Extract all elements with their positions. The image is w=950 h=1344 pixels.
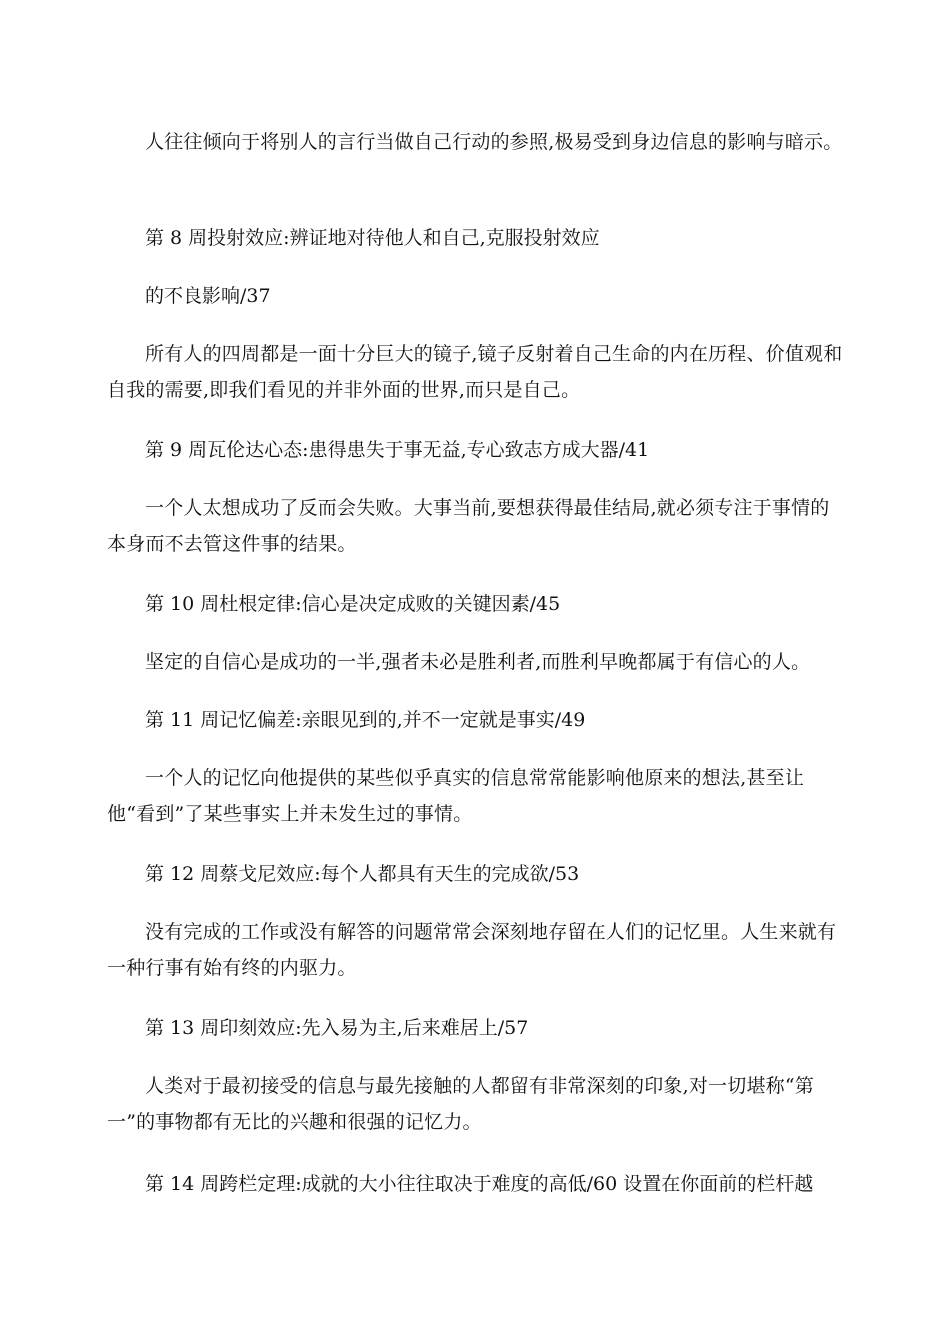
heading-week-10: 第 10 周杜根定律:信心是决定成败的关键因素/45 [145, 593, 561, 615]
heading-week-14: 第 14 周跨栏定理:成就的大小往往取决于难度的高低/60 设置在你面前的栏杆越 [145, 1173, 814, 1195]
paragraph-zeigarnik: 没有完成的工作或没有解答的问题常常会深刻地存留在人们的记忆里。人生来就有一种行事有始有终的内驱力。 [107, 921, 837, 979]
paragraph-imitation: 人往往倾向于将别人的言行当做自己行动的参照,极易受到身边信息的影响与暗示。 [145, 131, 843, 153]
heading-week-13: 第 13 周印刻效应:先入易为主,后来难居上/57 [145, 1017, 529, 1039]
heading-week-8-line-1: 第 8 周投射效应:辨证地对待他人和自己,克服投射效应 [145, 227, 600, 249]
paragraph-confidence: 坚定的自信心是成功的一半,强者未必是胜利者,而胜利早晚都属于有信心的人。 [145, 651, 811, 673]
paragraph-wallenda: 一个人太想成功了反而会失败。大事当前,要想获得最佳结局,就必须专注于事情的本身而不去管这件事的结果。 [107, 497, 830, 555]
paragraph-imprinting: 人类对于最初接受的信息与最先接触的人都留有非常深刻的印象,对一切堪称“第一”的事物都有无比的兴趣和很强的记忆力。 [107, 1075, 814, 1133]
heading-week-8-line-2: 的不良影响/37 [145, 285, 271, 307]
heading-week-9: 第 9 周瓦伦达心态:患得患失于事无益,专心致志方成大器/41 [145, 439, 650, 461]
heading-week-11: 第 11 周记忆偏差:亲眼见到的,并不一定就是事实/49 [145, 709, 586, 731]
paragraph-projection: 所有人的四周都是一面十分巨大的镜子,镜子反射着自己生命的内在历程、价值观和自我的需要,即我们看见的并非外面的世界,而只是自己。 [107, 343, 843, 401]
heading-week-12: 第 12 周蔡戈尼效应:每个人都具有天生的完成欲/53 [145, 863, 580, 885]
paragraph-memory-bias: 一个人的记忆向他提供的某些似乎真实的信息常常能影响他原来的想法,甚至让他“看到”了某些事实上并未发生过的事情。 [107, 767, 805, 825]
